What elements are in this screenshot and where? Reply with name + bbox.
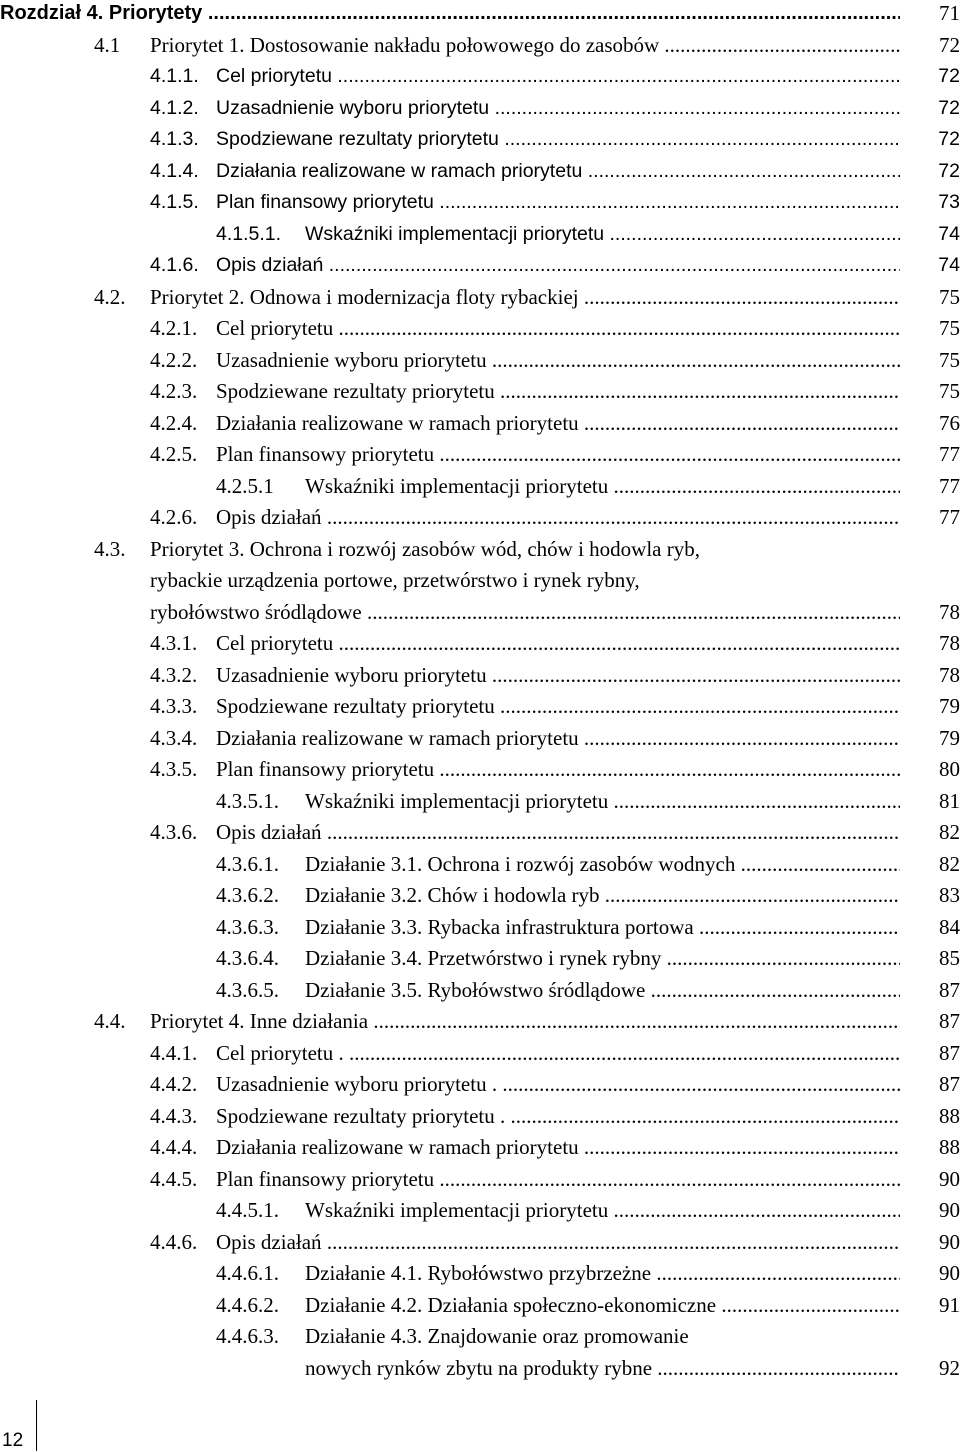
toc-entry[interactable] [0, 284, 960, 316]
page-number: 12 [2, 1430, 24, 1451]
toc-entry[interactable] [0, 252, 960, 284]
toc-entry[interactable] [0, 1292, 960, 1324]
toc-entry-page: 83 [939, 883, 960, 907]
toc-entry[interactable] [0, 1229, 960, 1261]
toc-entry-title: rybołówstwo śródlądowe ..... [150, 599, 900, 625]
toc-entry-number: 4.4.6.1. [216, 1261, 279, 1285]
toc-entry-title: Wskaźniki implementacji priorytetu ..... [305, 221, 900, 247]
toc-entry-title: Uzasadnienie wyboru priorytetu ..... [216, 347, 900, 373]
toc-entry-title: Plan finansowy priorytetu ..... [216, 756, 900, 782]
toc-entry[interactable] [0, 788, 960, 820]
toc-entry[interactable] [0, 1323, 960, 1355]
toc-entry-page: 82 [939, 851, 960, 876]
toc-entry[interactable] [0, 662, 960, 694]
toc-entry-page: 72 [938, 96, 960, 119]
toc-entry-title: Plan finansowy priorytetu ..... [216, 441, 900, 467]
toc-entry-title: Opis działań ..... [216, 252, 900, 278]
toc-entry-page: 90 [939, 1229, 960, 1254]
toc-entry-page: 75 [939, 347, 960, 372]
toc-entry[interactable] [0, 95, 960, 127]
toc-entry-title: Opis działań ..... [216, 819, 900, 845]
toc-entry-page: 77 [939, 442, 960, 466]
toc-entry-title: Wskaźniki implementacji priorytetu ..... [305, 473, 900, 499]
toc-entry-title: nowych rynków zbytu na produkty rybne ..... [305, 1355, 900, 1381]
toc-entry[interactable] [0, 504, 960, 536]
toc-entry-page: 72 [938, 128, 960, 150]
toc-entry[interactable] [0, 1260, 960, 1292]
toc-entry-number: 4.3.6.2. [216, 883, 279, 907]
toc-entry-page: 72 [938, 159, 960, 182]
toc-entry[interactable] [0, 32, 960, 64]
toc-entry-number: 4.1.3. [150, 128, 199, 150]
toc-entry-page: 88 [939, 1135, 960, 1159]
toc-entry-number: 4.2.1. [150, 316, 198, 340]
toc-entry-number: 4.3.6. [150, 820, 198, 844]
toc-entry-number: 4.1.1. [150, 65, 199, 87]
toc-entry-title: Opis działań ..... [216, 1229, 900, 1255]
toc-entry-number: 4.3.2. [150, 662, 198, 687]
margin-rule [36, 1400, 37, 1451]
toc-entry-number: 4.2. [94, 284, 126, 309]
toc-entry[interactable] [0, 756, 960, 788]
toc-entry[interactable] [0, 441, 960, 473]
toc-entry-page: 73 [938, 191, 960, 213]
toc-entry-title: Działanie 4.3. Znajdowanie oraz promowanie [305, 1324, 689, 1348]
toc-entry-title: Spodziewane rezultaty priorytetu ..... [216, 693, 900, 719]
toc-entry-title: Działanie 4.1. Rybołówstwo przybrzeżne ..... [305, 1260, 900, 1286]
toc-entry[interactable] [0, 1071, 960, 1103]
toc-entry-title: Działania realizowane w ramach priorytetu ..... [216, 1134, 900, 1160]
toc-entry-number: 4.3.4. [150, 725, 198, 750]
toc-entry-page: 87 [939, 1040, 960, 1065]
toc-entry-page: 90 [939, 1261, 960, 1285]
toc-entry-number: 4.4.5. [150, 1166, 198, 1191]
toc-entry[interactable] [0, 819, 960, 851]
toc-entry-number: 4.4.6.2. [216, 1292, 279, 1317]
toc-entry[interactable] [0, 567, 960, 599]
toc-entry-page: 76 [939, 410, 960, 435]
toc-entry-title: Działanie 3.3. Rybacka infrastruktura portowa ..... [305, 914, 900, 940]
toc-entry-title: rybackie urządzenia portowe, przetwórstwo i rynek rybny, [150, 568, 640, 592]
toc-entry[interactable] [0, 1103, 960, 1135]
toc-entry-title: Priorytet 3. Ochrona i rozwój zasobów wód, chów i hodowla ryb, [150, 536, 700, 561]
toc-entry-page: 72 [938, 65, 960, 87]
toc-entry-number: 4.1.6. [150, 254, 199, 276]
toc-entry-number: 4.2.4. [150, 410, 198, 435]
toc-entry-number: 4.3.6.5. [216, 977, 279, 1002]
toc-entry-number: 4.4. [94, 1009, 126, 1033]
toc-entry[interactable] [0, 599, 960, 631]
toc-entry[interactable] [0, 536, 960, 568]
toc-entry-title: Cel priorytetu ..... [216, 630, 900, 656]
toc-entry-number: 4.1.2. [150, 96, 199, 119]
toc-entry-page: 75 [939, 379, 960, 403]
toc-entry-number: 4.1.4. [150, 159, 199, 182]
toc-entry-title: Plan finansowy priorytetu ..... [216, 1166, 900, 1192]
toc-entry-title: Działania realizowane w ramach priorytetu ..... [216, 725, 900, 751]
toc-entry-title: Cel priorytetu . ..... [216, 1040, 900, 1066]
toc-entry-page: 78 [939, 631, 960, 655]
toc-entry-title: Priorytet 4. Inne działania ..... [150, 1008, 900, 1034]
toc-entry-number: 4.3.6.1. [216, 851, 279, 876]
toc-entry-page: 87 [939, 1009, 960, 1033]
toc-entry[interactable] [0, 1008, 960, 1040]
toc-entry[interactable] [0, 410, 960, 442]
toc-entry[interactable] [0, 315, 960, 347]
toc-entry-number: 4.2.2. [150, 347, 198, 372]
toc-entry[interactable] [0, 882, 960, 914]
toc-entry[interactable] [0, 630, 960, 662]
toc-entry-page: 72 [939, 32, 960, 57]
toc-entry-page: 75 [939, 284, 960, 309]
toc-entry-title: Działania realizowane w ramach priorytetu ..... [216, 410, 900, 436]
toc-entry-title: Działanie 3.1. Ochrona i rozwój zasobów wodnych ..... [305, 851, 900, 877]
toc-entry[interactable] [0, 221, 960, 253]
toc-entry[interactable] [0, 945, 960, 977]
toc-entry-title: Działanie 3.4. Przetwórstwo i rynek rybny ..... [305, 945, 900, 971]
toc-entry-number: 4.4.5.1. [216, 1198, 279, 1222]
toc-entry-page: 88 [939, 1103, 960, 1128]
toc-entry[interactable] [0, 1166, 960, 1198]
toc-entry-title: Wskaźniki implementacji priorytetu ..... [305, 788, 900, 814]
toc-entry-page: 74 [938, 222, 960, 245]
toc-entry-number: 4.2.6. [150, 505, 198, 529]
toc-entry-number: 4.4.4. [150, 1135, 198, 1159]
toc-entry-number: 4.3.5. [150, 757, 198, 781]
toc-entry-title: Wskaźniki implementacji priorytetu ..... [305, 1197, 900, 1223]
toc-entry-page: 79 [939, 694, 960, 718]
toc-entry-number: 4.3.3. [150, 694, 198, 718]
toc-entry-page: 91 [939, 1292, 960, 1317]
toc-entry-title: Działanie 3.2. Chów i hodowla ryb ..... [305, 882, 900, 908]
toc-entry-page: 82 [939, 820, 960, 844]
toc-entry[interactable] [0, 347, 960, 379]
toc-entry[interactable] [0, 378, 960, 410]
toc-entry-page: 78 [939, 662, 960, 687]
toc-entry-title: Cel priorytetu ..... [216, 315, 900, 341]
toc-entry-page: 75 [939, 316, 960, 340]
toc-entry-number: 4.2.5.1 [216, 473, 274, 498]
toc-entry-number: 4.4.2. [150, 1072, 198, 1096]
toc-entry-title: Uzasadnienie wyboru priorytetu ..... [216, 95, 900, 121]
toc-entry-title: Uzasadnienie wyboru priorytetu ..... [216, 662, 900, 688]
toc-entry-title: Plan finansowy priorytetu ..... [216, 189, 900, 215]
toc-entry-page: 85 [939, 946, 960, 970]
toc-entry[interactable] [0, 1040, 960, 1072]
toc-entry-title: Priorytet 1. Dostosowanie nakładu połowowego do zasobów ..... [150, 32, 900, 58]
toc-entry-page: 80 [939, 757, 960, 781]
toc-entry[interactable] [0, 473, 960, 505]
toc-entry[interactable] [0, 693, 960, 725]
toc-entry-title: Priorytet 2. Odnowa i modernizacja floty rybackiej ..... [150, 284, 900, 310]
toc-entry-page: 71 [939, 1, 960, 25]
toc-entry-number: 4.2.5. [150, 442, 198, 466]
toc-entry-number: 4.3.1. [150, 631, 198, 655]
toc-entry-page: 90 [939, 1166, 960, 1191]
toc-entry-page: 74 [938, 254, 960, 276]
toc-entry-title: Rozdział 4. Priorytety ..... [0, 0, 900, 26]
toc-entry-number: 4.4.6.3. [216, 1324, 279, 1348]
toc-entry-number: 4.3.6.4. [216, 946, 279, 970]
toc-entry-page: 92 [939, 1355, 960, 1380]
toc-entry[interactable] [0, 851, 960, 883]
toc-entry-title: Spodziewane rezultaty priorytetu . ..... [216, 1103, 900, 1129]
toc-entry-number: 4.3.6.3. [216, 914, 279, 939]
toc-entry-title: Cel priorytetu ..... [216, 63, 900, 89]
toc-entry-page: 90 [939, 1198, 960, 1222]
toc-entry-title: Spodziewane rezultaty priorytetu ..... [216, 378, 900, 404]
toc-entry[interactable] [0, 1355, 960, 1387]
toc-entry[interactable] [0, 189, 960, 221]
toc-entry-page: 77 [939, 473, 960, 498]
toc-entry-number: 4.1 [94, 32, 121, 57]
toc-entry-title: Działanie 4.2. Działania społeczno-ekonomiczne ..... [305, 1292, 900, 1318]
toc-entry[interactable] [0, 914, 960, 946]
toc-entry-number: 4.1.5. [150, 191, 199, 213]
toc-entry-number: 4.4.1. [150, 1040, 198, 1065]
toc-entry-title: Uzasadnienie wyboru priorytetu . ..... [216, 1071, 900, 1097]
toc-entry[interactable] [0, 158, 960, 190]
toc-entry[interactable] [0, 1197, 960, 1229]
toc-entry[interactable] [0, 977, 960, 1009]
toc-entry-page: 84 [939, 914, 960, 939]
toc-entry-page: 87 [939, 1072, 960, 1096]
toc-entry-title: Działanie 3.5. Rybołówstwo śródlądowe ..... [305, 977, 900, 1003]
toc-entry-title: Opis działań ..... [216, 504, 900, 530]
toc-entry[interactable] [0, 1134, 960, 1166]
toc-entry[interactable] [0, 126, 960, 158]
toc-entry-page: 81 [939, 788, 960, 813]
toc-entry-number: 4.3.5.1. [216, 788, 279, 813]
toc-entry-page: 78 [939, 599, 960, 624]
toc-entry-number: 4.4.3. [150, 1103, 198, 1128]
toc-entry-page: 79 [939, 725, 960, 750]
toc-entry[interactable] [0, 63, 960, 95]
toc-entry-number: 4.2.3. [150, 379, 198, 403]
toc-entry-number: 4.4.6. [150, 1229, 198, 1254]
toc-entry-number: 4.1.5.1. [216, 222, 282, 245]
toc-entry[interactable] [0, 0, 960, 32]
toc-entry-title: Działania realizowane w ramach priorytetu ..... [216, 158, 900, 184]
toc-entry-page: 87 [939, 977, 960, 1002]
toc-entry[interactable] [0, 725, 960, 757]
toc-entry-number: 4.3. [94, 536, 126, 561]
toc-entry-page: 77 [939, 505, 960, 529]
toc-entry-title: Spodziewane rezultaty priorytetu ..... [216, 126, 900, 152]
